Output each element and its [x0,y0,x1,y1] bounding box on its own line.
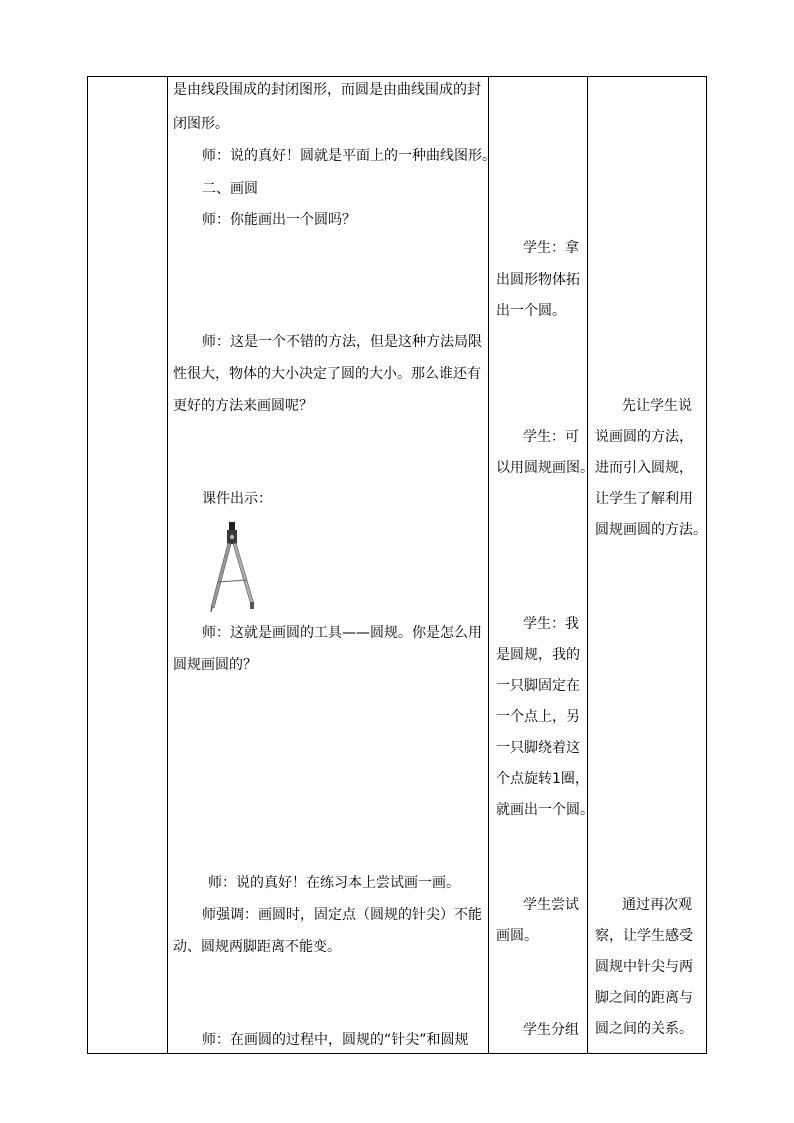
student-text: 学生：可 [523,429,579,445]
note-text: 说画圆的方法， [595,429,693,445]
teacher-text: 性很大，物体的大小决定了圆的大小。那么谁还有 [173,366,481,382]
note-text: 通过再次观 [622,897,692,913]
student-text: 一只脚固定在 [496,678,580,694]
student-text: 学生：拿 [523,240,579,256]
note-text: 让学生了解利用 [595,491,693,507]
student-text: 以用圆规画图。 [496,460,594,476]
student-text: 学生：我 [523,616,579,632]
student-text: 是圆规，我的 [496,647,580,663]
column-divider-2 [488,76,489,1054]
teacher-text: 师：说的真好！圆就是平面上的一种曲线图形。 [202,148,496,164]
student-text: 个点旋转1圈， [496,771,589,787]
compass-icon [206,522,262,612]
note-text: 脚之间的距离与 [595,990,693,1006]
teacher-text: 是由线段围成的封闭图形，而圆是由曲线围成的封 [173,82,481,98]
teacher-text: 闭图形。 [173,116,229,132]
student-text: 一只脚绕着这 [496,740,580,756]
teacher-text: 师强调：画圆时，固定点（圆规的针尖）不能 [202,907,482,923]
note-text: 圆规中针尖与两 [595,959,693,975]
teacher-text: 圆规画圆的？ [173,657,257,673]
student-text: 就画出一个圆。 [496,802,594,818]
student-text: 学生分组 [523,1022,579,1038]
teacher-text: 师：在画圆的过程中，圆规的“针尖”和圆规 [202,1032,469,1048]
teacher-text: 师：这是一个不错的方法，但是这种方法局限 [202,334,482,350]
student-text: 出圆形物体拓 [496,272,580,288]
student-text: 画圆。 [496,928,538,944]
teacher-text: 更好的方法来画圆呢？ [173,398,313,414]
student-text: 出一个圆。 [496,303,566,319]
note-text: 察，让学生感受 [595,928,693,944]
note-text: 先让学生说 [622,398,692,414]
teacher-text: 师：你能画出一个圆吗？ [202,212,356,228]
teacher-text: 课件出示： [202,491,272,507]
teacher-text: 动、圆规两脚距离不能变。 [173,939,341,955]
teacher-text: 师：这就是画圆的工具——圆规。你是怎么用 [202,625,482,641]
note-text: 进而引入圆规， [595,460,693,476]
note-text: 圆之间的关系。 [595,1021,693,1037]
student-text: 一个点上，另 [496,709,580,725]
note-text: 圆规画圆的方法。 [595,522,707,538]
column-divider-3 [587,76,588,1054]
teacher-text: 师：说的真好！在练习本上尝试画一画。 [208,875,460,891]
section-heading: 二、画圆 [202,181,258,197]
column-divider-1 [167,76,168,1054]
student-text: 学生尝试 [523,897,579,913]
